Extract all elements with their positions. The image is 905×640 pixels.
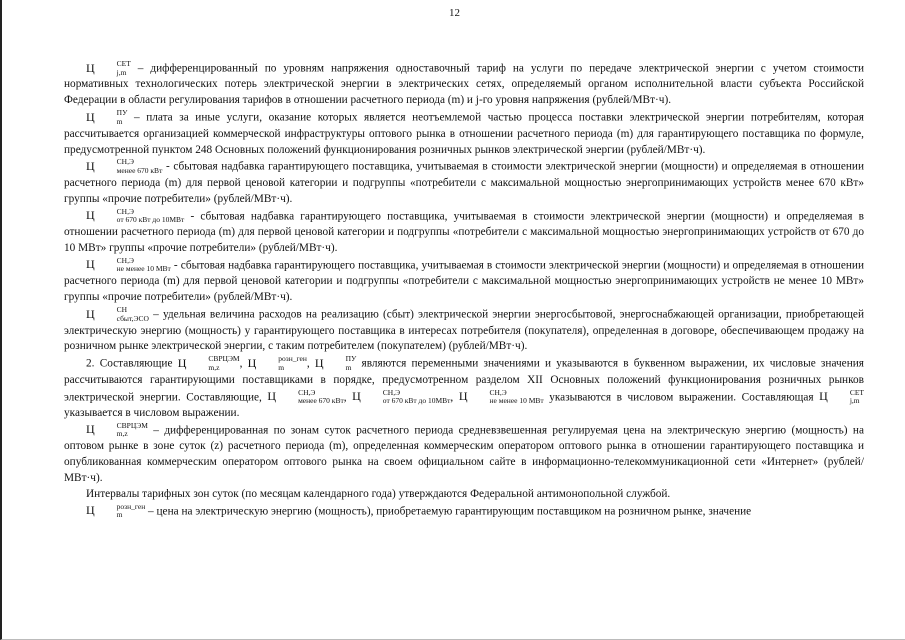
paragraph-eso-costs — [64, 306, 864, 355]
symbol-base: Ц — [314, 355, 324, 370]
symbol-base: Ц — [86, 158, 95, 173]
paragraph-markup-less-670 — [64, 158, 864, 207]
symbol-base: Ц — [86, 109, 95, 124]
symbol-sub: m — [116, 510, 123, 520]
symbol-c-less670 — [86, 159, 162, 173]
symbol-sup: ПУ — [116, 108, 128, 118]
symbol-sup: СН,Э — [382, 387, 401, 397]
symbol-c-from670 — [86, 206, 185, 225]
symbol-sup: СЕТ — [849, 387, 864, 397]
symbol-sub: m — [116, 116, 123, 126]
symbol-sub: m — [345, 362, 352, 372]
symbol-c-svr — [178, 356, 240, 370]
symbol-c-pu — [86, 110, 127, 124]
symbol-base: Ц — [86, 208, 95, 223]
paragraph-intervals — [64, 487, 864, 503]
paragraph-markup-670-10 — [64, 208, 864, 257]
symbol-sub: менее 670 кВт — [116, 165, 163, 175]
symbol-sup: СН,Э — [116, 206, 134, 216]
symbol-base: Ц — [819, 389, 828, 404]
document-body — [64, 60, 864, 520]
symbol-sub: j,m — [849, 396, 860, 406]
paragraph-text: – цена на электрическую энергию (мощность), приобретаемую гарантирующим поставщиком на розничном рынке, значение — [145, 505, 752, 518]
paragraph-text: являются переменными значениями и указываются в буквенном выражении, их числовые значения рассчитываются гарантирующими поставщиками в порядке, предусмотренном разделом XII Основных положений функционирования розничных рынков электрической энергии. Составляющие, — [64, 357, 864, 404]
separator: , — [239, 357, 248, 370]
symbol-sup: СВРЦЭМ — [116, 420, 148, 430]
symbol-sub: сбыт,ЭСО — [116, 313, 149, 323]
symbol-sub: менее 670 кВт — [298, 396, 344, 406]
paragraph-fee-pu — [64, 109, 864, 158]
symbol-c-from670 — [352, 387, 451, 406]
paragraph-text: Интервалы тарифных зон суток (по месяцам календарного года) утверждаются Федеральной антимонопольной службой. — [86, 488, 671, 501]
paragraph-svr-price — [64, 422, 864, 487]
paragraph-text: указывается в числовом выражении. — [64, 407, 240, 420]
paragraph-text: - сбытовая надбавка гарантирующего поставщика, учитываемая в стоимости электрической энергии (мощности) и определяемая в отношении расчетного периода (m) для первой ценовой категории и подгруппы «потребители с максимальной мощностью энергопринимающих устройств менее 670 кВт» группы «прочие потребители» (рублей/МВт·ч). — [64, 160, 864, 205]
paragraph-text: – дифференцированная по зонам суток расчетного периода средневзвешенная регулируемая цена на электрическую энергию (мощность) на оптовом рынке в зоне суток (z) расчетного периода (m), определенная коммерческим оператором оптового рынка в отношении гарантирующего поставщика и опубликованная коммерческим оператором оптового рынка на своем официальном сайте в информационно-телекоммуникационной сети «Интернет» (рублей/МВт·ч). — [64, 424, 864, 485]
symbol-sub: не менее 10 МВт — [116, 264, 171, 274]
symbol-base: Ц — [177, 355, 187, 370]
symbol-base: Ц — [458, 389, 468, 404]
symbol-c-notless10 — [86, 255, 171, 274]
paragraph-tariff-set — [64, 60, 864, 109]
symbol-base: Ц — [86, 60, 95, 75]
symbol-sup: СН,Э — [489, 387, 507, 397]
symbol-base: Ц — [86, 306, 95, 321]
symbol-sub: m,z — [208, 362, 220, 372]
symbol-c-rozn — [86, 501, 146, 520]
symbol-sub: от 670 кВт до 10МВт — [116, 215, 185, 225]
paragraph-text: указываются в числовом выражении. Составляющая — [543, 391, 820, 404]
paragraph-text: - сбытовая надбавка гарантирующего поставщика, учитываемая в стоимости электрической энергии (мощности) и определяемая в отношении расчетного периода (m) для первой ценовой категории и подгруппы «потребители с максимальной мощностью энергопринимающих устройств от 670 до 10 МВт» группы «прочие потребители» (рублей/МВт·ч). — [64, 210, 864, 254]
symbol-sup: розн_ген — [116, 501, 146, 511]
symbol-sub: m,z — [116, 429, 128, 439]
symbol-sup: СН,Э — [116, 157, 134, 167]
symbol-sup: СВРЦЭМ — [208, 354, 240, 364]
symbol-sub: j,m — [116, 67, 127, 77]
symbol-c-notless10 — [458, 387, 544, 406]
symbol-base: Ц — [352, 389, 361, 404]
paragraph-markup-not-less-10 — [64, 257, 864, 306]
symbol-sup: СН,Э — [116, 255, 134, 265]
symbol-sup: СЕТ — [116, 59, 131, 68]
paragraph-text: – удельная величина расходов на реализацию (сбыт) электрической энергии энергосбытовой, энергоснабжающей организации, приобретающей электрическую энергию (мощность) у гарантирующего поставщика в интересах потребителя (покупателя), определенная в договоре, обеспечивающем продажу на розничном рынке электрической энергии, с таким потребителем (покупателем) (рублей/МВт·ч). — [64, 308, 864, 353]
separator: , — [306, 357, 315, 370]
symbol-c-eso — [86, 307, 149, 321]
symbol-sup: ПУ — [345, 354, 357, 364]
symbol-c-svr — [86, 420, 148, 439]
paragraph-components: 2. Составляющие Ц СВРЦЭМ m,z , Ц розн_ген m , Ц ПУ m являются переменными значениями и указываются в буквенном выражении, их числовые значения рассчитываются гарантирующими поставщиками в порядке, предусмотренном разделом XII Основных положений функционирования розничных рынков электрической энергии. Составляющие, Ц СН,Э менее 670 кВт , Ц СН,Э от 670 кВт до 10МВт , Ц СН,Э не менее 10 МВт указываются в числовом выражении. Составляющая Ц СЕТ j,m указывается в числовом выражении. — [64, 354, 864, 420]
symbol-sup: СН,Э — [298, 387, 316, 397]
symbol-sub: m — [278, 362, 285, 372]
symbol-sup: розн_ген — [278, 354, 307, 364]
paragraph-text: – дифференцированный по уровням напряжения одноставочный тариф на услуги по передаче электрической энергии с учетом стоимости нормативных технологических потерь электрической энергии в электрических сетях, определяемый органом исполнительной власти субъекта Российской Федерации в области регулирования тарифов в отношении расчетного периода (m) и j-го уровня напряжения (рублей/МВт·ч). — [64, 62, 864, 107]
paragraph-retail-price — [64, 503, 864, 520]
symbol-base: Ц — [86, 503, 95, 518]
paragraph-text: - сбытовая надбавка гарантирующего поставщика, учитываемая в стоимости электрической энергии (мощности) и определяемая в отношении расчетного периода (m) для первой ценовой категории и подгруппы «потребители с максимальной мощностью энергопринимающих устройств не менее 10 МВт» группы «прочие потребители» (рублей/МВт·ч). — [64, 259, 864, 304]
symbol-base: Ц — [86, 422, 95, 437]
symbol-sup: СН — [116, 305, 128, 315]
symbol-c-rozn — [248, 356, 307, 370]
symbol-c-set — [86, 61, 131, 75]
symbol-c-less670 — [267, 387, 344, 406]
page-number: 12 — [449, 7, 460, 19]
paragraph-text: – плата за иные услуги, оказание которых является неотъемлемой частью процесса поставки электрической энергии потребителям, которая рассчитывается организацией коммерческой инфраструктуры оптового рынка в отношении расчетного периода (m) для гарантирующего поставщика по формуле, предусмотренной пунктом 248 Основных положений функционирования розничных рынков электрической энергии (рублей/МВт·ч). — [64, 111, 864, 156]
symbol-sub: от 670 кВт до 10МВт — [382, 396, 451, 406]
symbol-c-set — [819, 387, 864, 406]
symbol-base: Ц — [247, 355, 257, 370]
symbol-sub: не менее 10 МВт — [489, 396, 544, 406]
symbol-c-pu — [315, 356, 356, 370]
symbol-base: Ц — [267, 389, 277, 404]
symbol-base: Ц — [86, 257, 95, 272]
paragraph-text: 2. Составляющие — [86, 357, 178, 370]
